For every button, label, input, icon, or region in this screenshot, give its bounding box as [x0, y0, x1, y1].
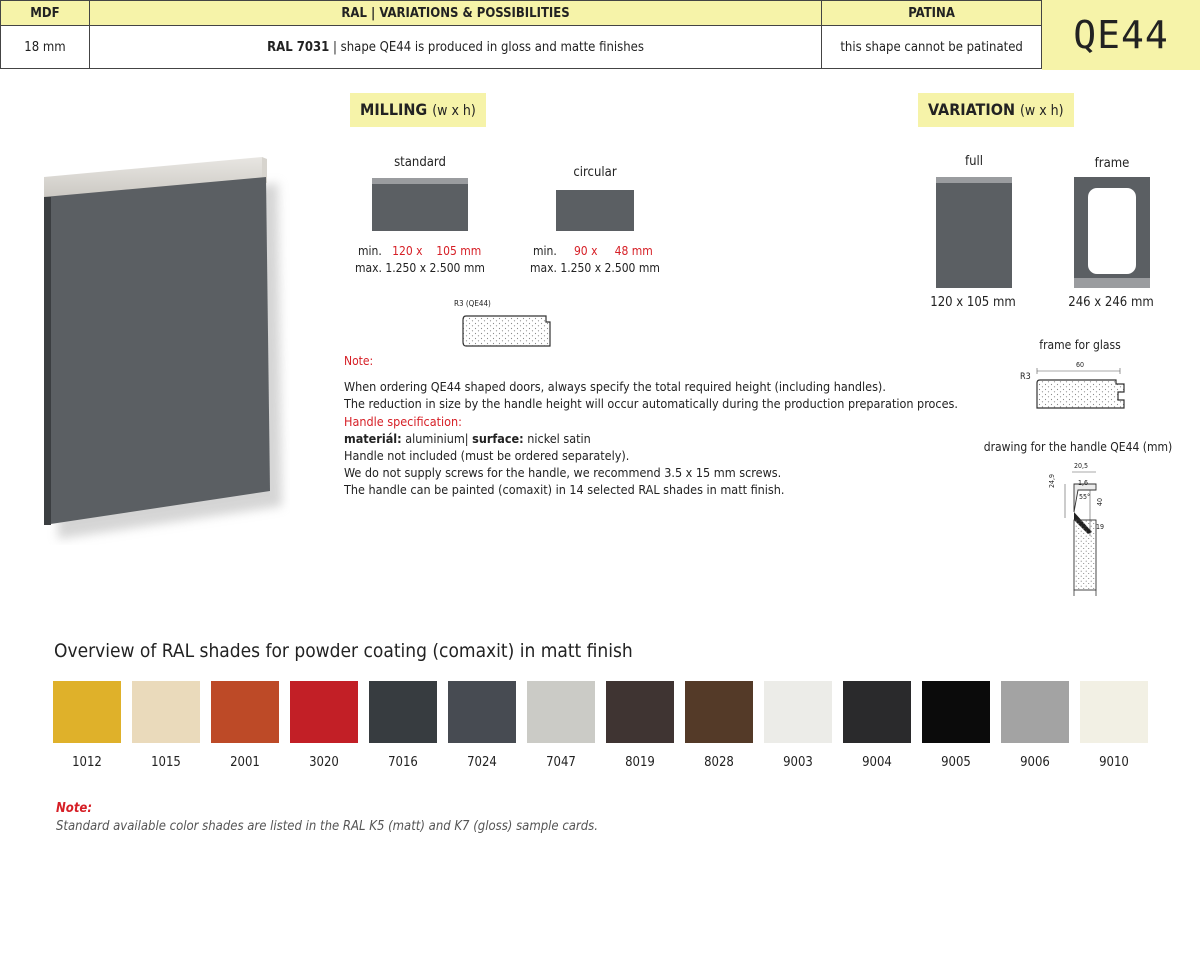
circular-min: min. 90 x 48 mm	[533, 244, 653, 258]
milling-label: MILLING (w x h)	[350, 93, 486, 127]
product-code: QE44	[1042, 0, 1200, 70]
frame-glass-title: frame for glass	[1039, 338, 1121, 352]
full-title: full	[964, 154, 984, 169]
ral-swatch	[764, 681, 832, 743]
note-body: When ordering QE44 shaped doors, always specify the total required height (including handles). The reduction in size by the handle height will occur automatically during the production preparation proces. Handle specification: materiál: aluminium| surface: nickel satin Handle not included (must be ordered separately). We do not supply screws for the handle, we recommend 3.5 x 15 mm screws. The handle can be painted (comaxit) in 14 selected RAL shades in matt finish.	[344, 379, 958, 497]
value-patina: this shape cannot be patinated	[822, 26, 1042, 69]
ral-swatch	[448, 681, 516, 743]
frame-door-swatch	[1074, 177, 1150, 288]
ral-swatch-code: 2001	[230, 755, 260, 770]
ral-swatch	[211, 681, 279, 743]
ral-swatch	[132, 681, 200, 743]
overview-title: Overview of RAL shades for powder coating (comaxit) in matt finish	[54, 640, 633, 662]
ral-swatch-code: 7024	[467, 755, 497, 770]
ral-swatch-code: 9004	[862, 755, 892, 770]
ral-swatch-code: 8019	[625, 755, 655, 770]
ral-swatch-code: 1015	[151, 755, 181, 770]
standard-title: standard	[394, 155, 446, 170]
ral-swatch-code: 9003	[783, 755, 813, 770]
ral-swatch	[369, 681, 437, 743]
header-patina: PATINA	[822, 1, 1042, 26]
handle-dim-offset: 19	[1096, 523, 1105, 531]
ral-swatch	[527, 681, 595, 743]
header-mdf: MDF	[1, 1, 90, 26]
variation-label: VARIATION (w x h)	[918, 93, 1074, 127]
frame-title: frame	[1094, 156, 1130, 171]
ral-swatch-code: 9010	[1099, 755, 1129, 770]
handle-dim-width: 20,5	[1074, 462, 1089, 470]
handle-dim-height: 24,9	[1048, 473, 1056, 488]
spec-header-table	[0, 0, 1042, 69]
profile-drawing	[462, 312, 554, 350]
circular-title: circular	[573, 165, 617, 180]
full-size: 120 x 105 mm	[930, 295, 1016, 310]
handle-dim-depth: 40	[1096, 497, 1104, 506]
ral-swatch	[53, 681, 121, 743]
ral-swatch	[1001, 681, 1069, 743]
ral-swatch	[290, 681, 358, 743]
standard-door-swatch	[372, 178, 468, 231]
circular-max: max. 1.250 x 2.500 mm	[530, 261, 660, 275]
frame-glass-profile	[1032, 368, 1132, 414]
door-illustration	[40, 155, 290, 545]
ral-swatch-code: 9005	[941, 755, 971, 770]
note-title: Note:	[344, 354, 374, 368]
footer-note: Note: Standard available color shades are listed in the RAL K5 (matt) and K7 (gloss) sample cards.	[56, 801, 598, 834]
standard-min: min. 120 x 105 mm	[358, 244, 482, 258]
ral-swatch-code: 3020	[309, 755, 339, 770]
value-ral: RAL 7031 | shape QE44 is produced in gloss and matte finishes	[89, 26, 821, 69]
frame-glass-r-label: R3	[1020, 372, 1031, 382]
ral-swatch	[685, 681, 753, 743]
handle-dim-thickness: 1,6	[1078, 479, 1089, 487]
full-door-swatch	[936, 177, 1012, 288]
ral-swatch-code: 7016	[388, 755, 418, 770]
ral-swatch	[1080, 681, 1148, 743]
handle-dim-angle: 55°	[1079, 493, 1091, 501]
ral-swatch	[606, 681, 674, 743]
profile-label: R3 (QE44)	[454, 299, 491, 308]
ral-swatch-code: 7047	[546, 755, 576, 770]
ral-swatch-code: 9006	[1020, 755, 1050, 770]
frame-glass-dim: 60	[1075, 361, 1084, 369]
ral-swatch-code: 1012	[72, 755, 102, 770]
handle-drawing-title: drawing for the handle QE44 (mm)	[983, 440, 1173, 454]
circular-door-swatch	[556, 190, 634, 231]
frame-size: 246 x 246 mm	[1068, 295, 1154, 310]
ral-swatch	[843, 681, 911, 743]
value-mdf: 18 mm	[1, 26, 90, 69]
ral-swatch	[922, 681, 990, 743]
ral-swatch-code: 8028	[704, 755, 734, 770]
standard-max: max. 1.250 x 2.500 mm	[355, 261, 485, 275]
header-ral: RAL | VARIATIONS & POSSIBILITIES	[89, 1, 821, 26]
